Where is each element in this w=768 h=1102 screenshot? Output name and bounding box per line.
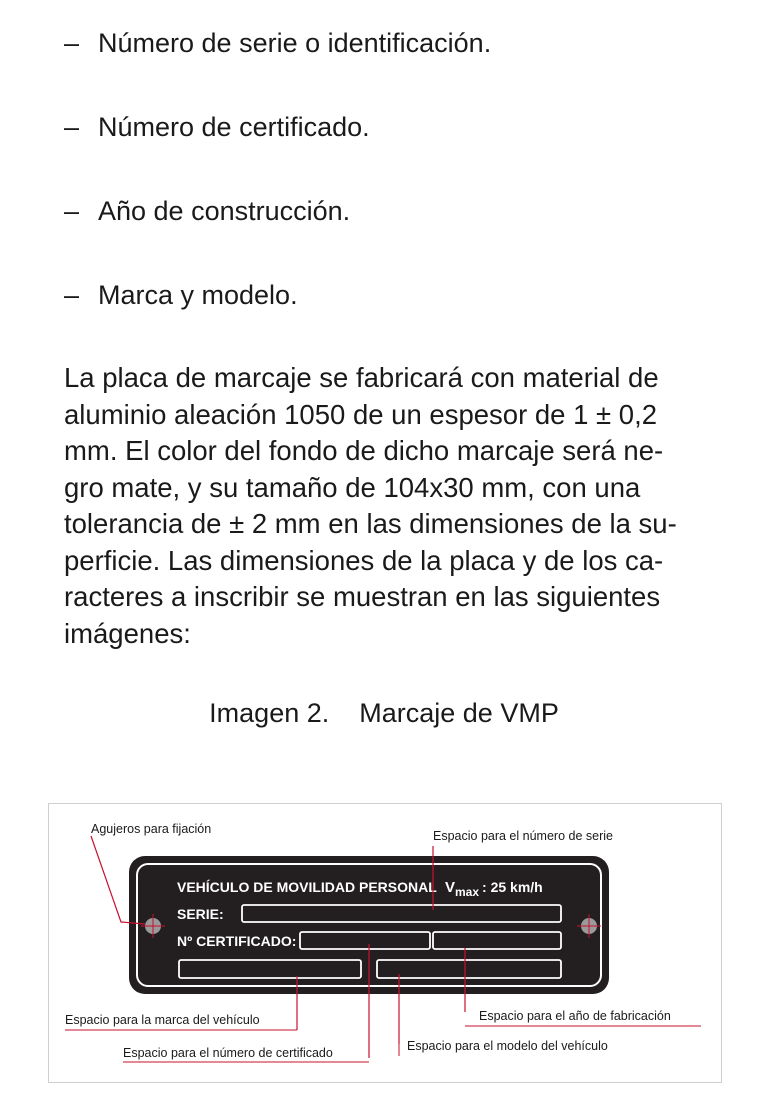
bullet-item-brand-model bbox=[64, 278, 298, 312]
figure-caption: Imagen 2. Marcaje de VMP bbox=[209, 698, 559, 728]
paragraph-line: tolerancia de ± 2 mm en las dimensiones de la su- bbox=[64, 508, 677, 539]
bullet-item-certificate bbox=[64, 110, 370, 144]
holes-callout: Agujeros para fijación bbox=[91, 822, 212, 836]
paragraph-line: aluminio aleación 1050 de un espesor de 1 ± 0,2 bbox=[64, 398, 658, 430]
paragraph-line: La placa de marcaje se fabricará con material de bbox=[64, 362, 659, 393]
model-callout: Espacio para el modelo del vehículo bbox=[407, 1039, 608, 1053]
bullet-item-serial bbox=[64, 26, 491, 60]
plate-figure bbox=[48, 803, 722, 1083]
paragraph-line: perficie. Las dimensiones de la placa y de los ca- bbox=[64, 544, 664, 576]
bullet-dash: – bbox=[64, 28, 80, 58]
bullet-text: Número de serie o identificación. bbox=[98, 28, 492, 58]
vmax-value: : 25 km/h bbox=[482, 879, 543, 895]
body-paragraph bbox=[64, 360, 754, 652]
certificate-callout: Espacio para el número de certificado bbox=[123, 1046, 333, 1060]
certificate-label: Nº CERTIFICADO: bbox=[177, 933, 297, 949]
bullet-dash: – bbox=[64, 112, 80, 142]
bullet-item-year bbox=[64, 194, 350, 228]
vmax-sub: max bbox=[455, 885, 480, 899]
bullet-text: Marca y modelo. bbox=[98, 280, 298, 310]
paragraph-line: mm. El color del fondo de dicho marcaje será ne- bbox=[64, 435, 664, 466]
paragraph-line: imágenes: bbox=[64, 617, 191, 649]
serial-callout: Espacio para el número de serie bbox=[433, 829, 613, 843]
plate-title-text: VEHÍCULO DE MOVILIDAD PERSONAL bbox=[177, 879, 437, 895]
bullet-dash: – bbox=[64, 196, 80, 226]
paragraph-line: racteres a inscribir se muestran en las siguientes bbox=[64, 581, 661, 612]
serie-label: SERIE: bbox=[177, 906, 224, 922]
paragraph-line: gro mate, y su tamaño de 104x30 mm, con una bbox=[64, 471, 641, 503]
brand-callout: Espacio para la marca del vehículo bbox=[65, 1013, 260, 1027]
bullet-text: Número de certificado. bbox=[98, 112, 370, 142]
vmax-v: V bbox=[445, 879, 456, 896]
year-callout: Espacio para el año de fabricación bbox=[479, 1009, 671, 1023]
bullet-text: Año de construcción. bbox=[98, 196, 351, 226]
bullet-dash: – bbox=[64, 280, 80, 310]
plate-diagram bbox=[49, 804, 721, 1082]
